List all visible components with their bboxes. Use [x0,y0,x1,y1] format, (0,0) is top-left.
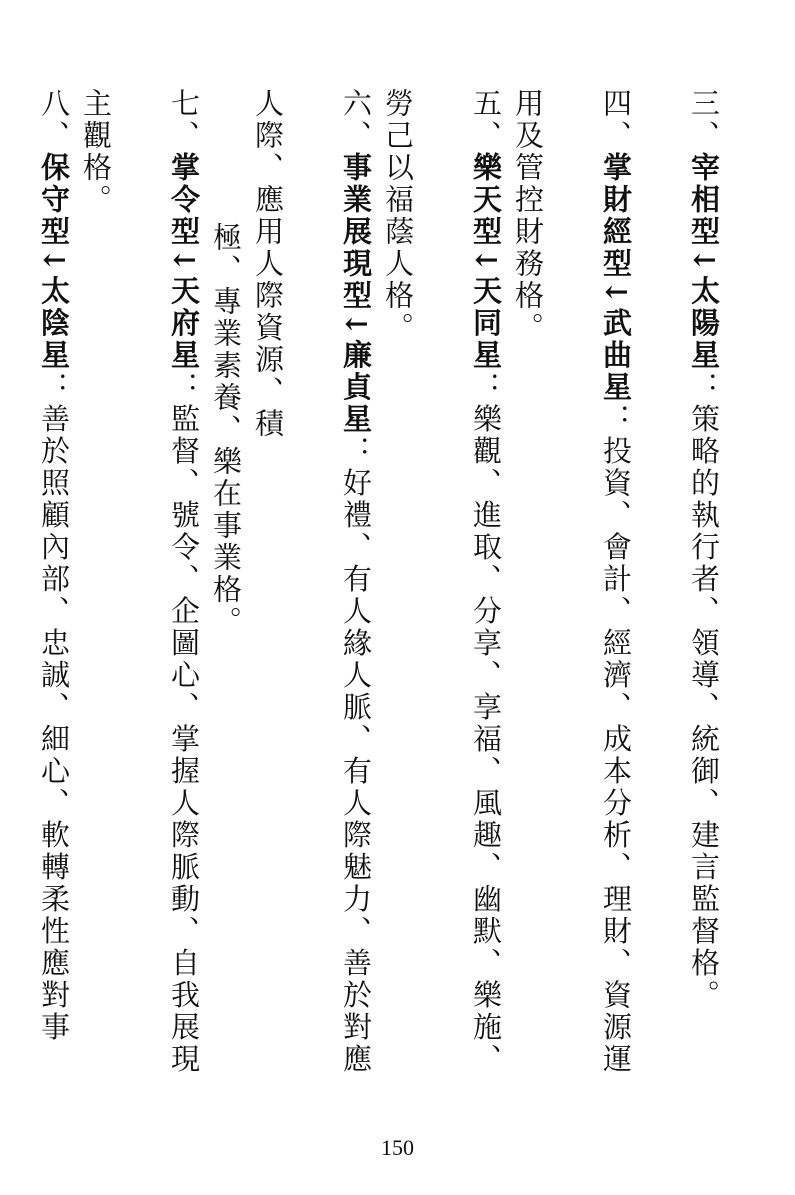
entry-type: 樂天型↓天同星 [469,152,503,372]
entry-type: 事業展現型↓廉貞星 [339,152,373,436]
entry-number: 八、 [37,88,71,152]
entry-number: 七、 [167,88,201,152]
entry-7 [75,88,205,1088]
entry-8 [0,88,75,1088]
entry-number: 三、 [687,88,721,152]
entry-3 [637,88,725,1088]
entry-5 [377,88,507,1088]
entry-number: 五、 [469,88,503,152]
entry-4 [507,88,637,1088]
entry-type: 掌財經型↓武曲星 [599,152,633,404]
entry-description: ：監督、號令、企圖心、掌握人際脈動、自我展現主觀格。 [79,88,201,1076]
entry-number: 四、 [599,88,633,152]
entry-description: ：善於照顧內部、忠誠、細心、軟轉柔性應對事 [37,371,71,1044]
entry-number: 六、 [339,88,373,152]
entry-type: 宰相型↓太陽星 [687,152,721,372]
entry-type: 掌令型↓天府星 [167,152,201,372]
entry-description: ：好禮、有人緣人脈、有人際魅力、善於對應人際、應用人際資源、積 [251,88,373,1076]
entry-description: ：策略的執行者、領導、統御、建言監督格。 [687,371,721,1012]
entry-6-continuation: 極、專業素養、樂在事業格。 [209,222,243,638]
entry-type: 保守型↓太陰星 [37,152,71,372]
vertical-text-block [37,88,725,1088]
entry-6 [247,88,377,1088]
entry-description: ：樂觀、進取、分享、享福、風趣、幽默、樂施、勞己以福蔭人格。 [381,88,503,1076]
entry-description: ：投資、會計、經濟、成本分析、理財、資源運用及管控財務格。 [511,88,633,1076]
page-number: 150 [381,1135,414,1160]
